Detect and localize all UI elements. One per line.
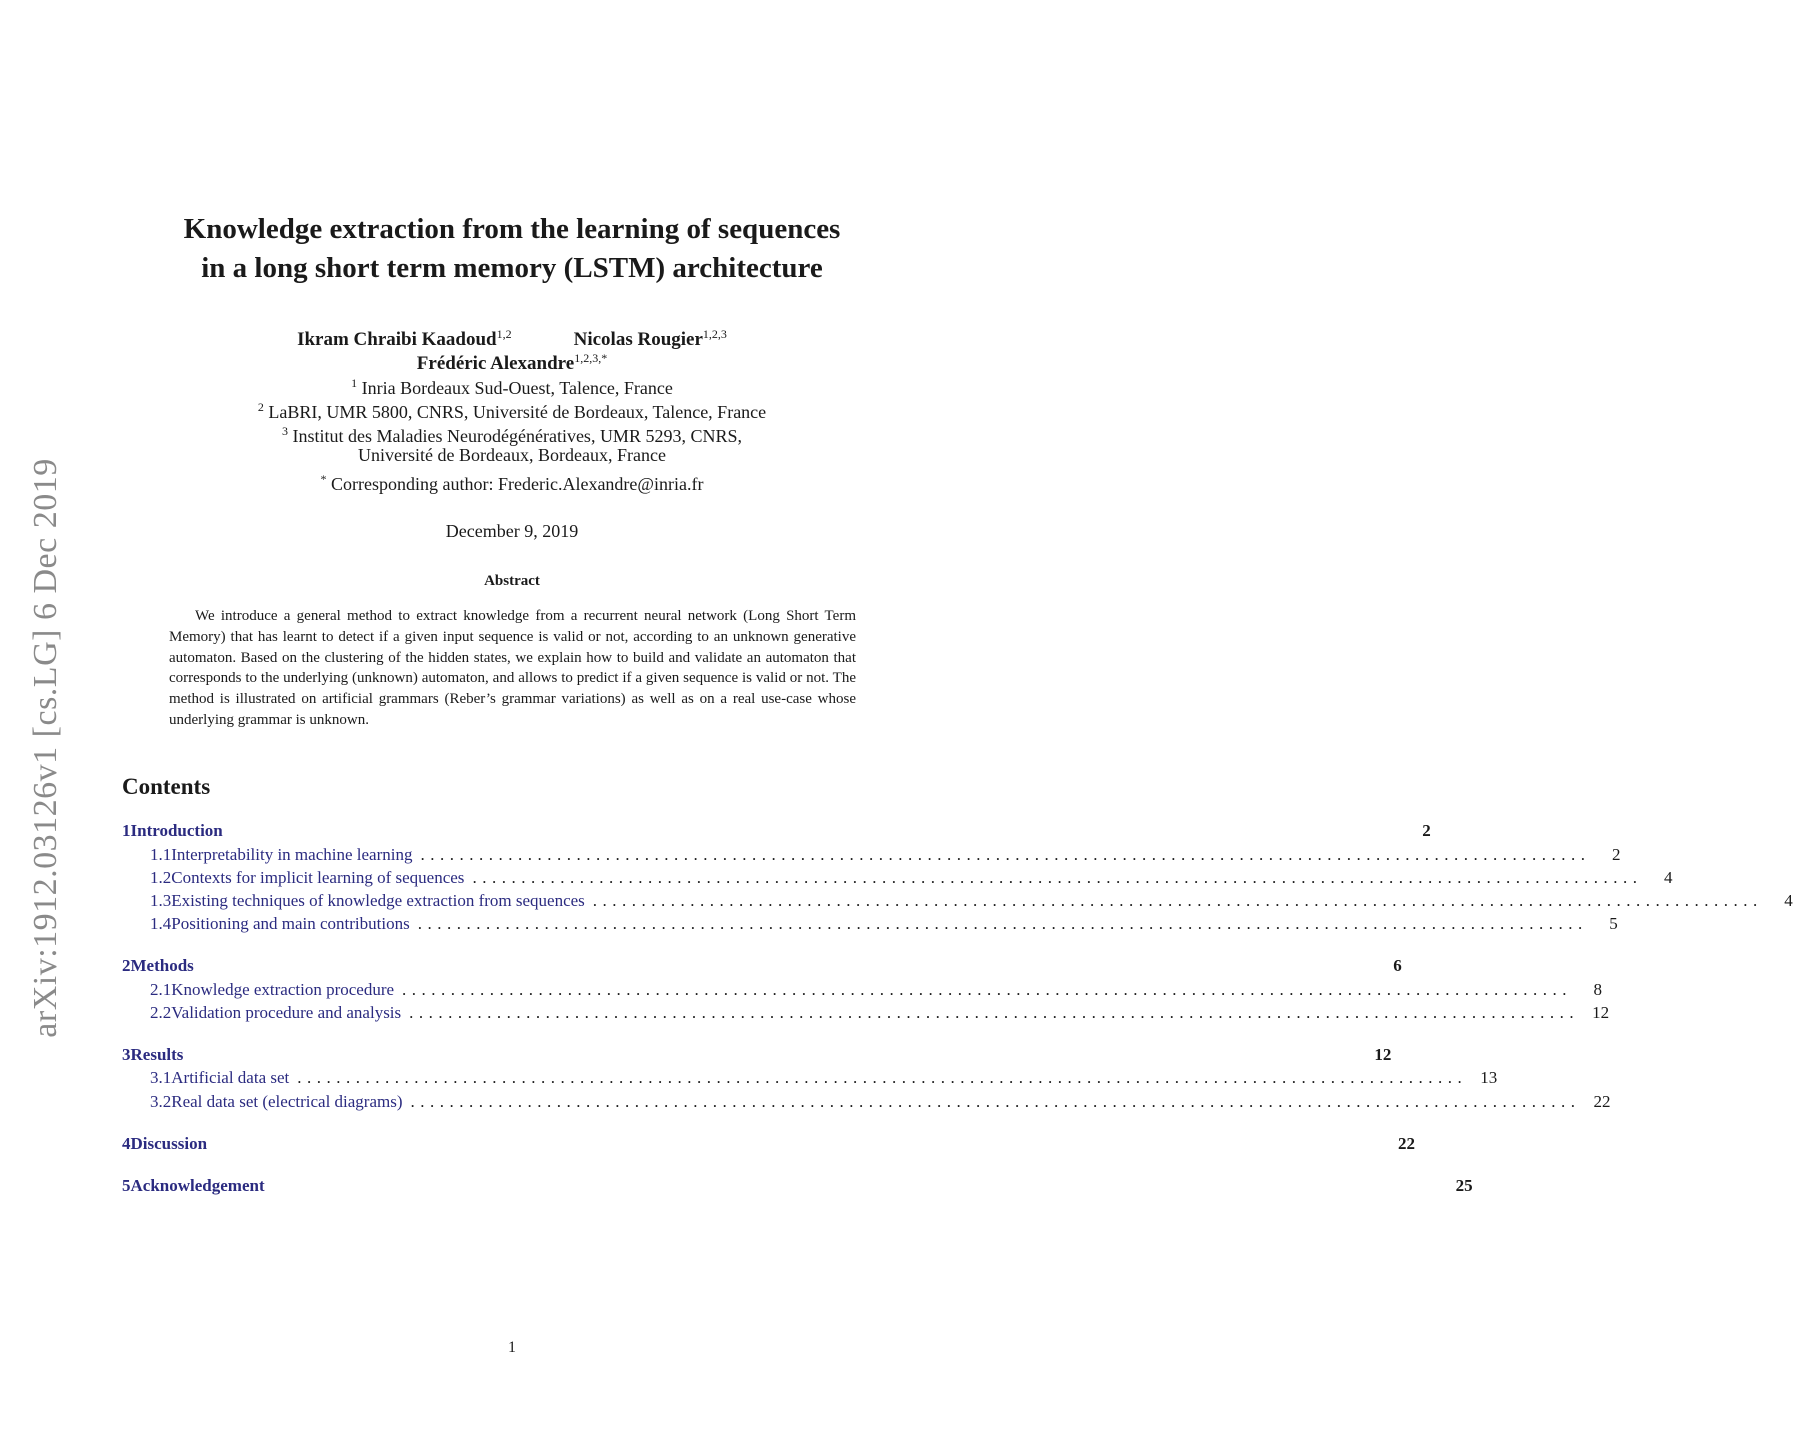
paper-title-line-2: in a long short term memory (LSTM) architecture	[201, 252, 823, 284]
contents-heading: Contents	[122, 774, 211, 799]
toc-section-entry[interactable]	[122, 1176, 1473, 1198]
toc-entry-link[interactable]: Acknowledgement	[130, 1176, 265, 1195]
toc-entry-number: 1.2	[150, 868, 172, 887]
toc-entry-page: 22	[1593, 1092, 1611, 1111]
toc-entry-number: 1.4	[150, 914, 172, 933]
toc-subsection-entry[interactable]	[122, 1092, 1611, 1114]
toc-dot-leader: ........................................................................................................................	[592, 891, 1763, 910]
toc-entry-page: 5	[1609, 914, 1618, 933]
toc-entry-number: 1.3	[150, 891, 172, 910]
toc-entry-page: 4	[1784, 891, 1793, 910]
toc-entry-page: 13	[1480, 1068, 1498, 1087]
toc-entry-link[interactable]: Results	[130, 1045, 184, 1064]
toc-subsection-entry[interactable]	[122, 845, 1621, 867]
author-name: Nicolas Rougier	[573, 329, 703, 350]
toc-entry-number: 2	[122, 956, 131, 975]
toc-entry-page: 6	[1393, 956, 1402, 975]
toc-entry-link[interactable]: Validation procedure and analysis	[171, 1003, 402, 1022]
author-affiliation-mark: 1,2	[496, 327, 512, 341]
toc-entry-number: 3	[122, 1045, 131, 1064]
affiliation-line: * Corresponding author: Frederic.Alexandre@inria.fr	[320, 472, 704, 494]
toc-entry-page: 12	[1592, 1003, 1610, 1022]
toc-section-entry[interactable]	[122, 1134, 1416, 1156]
toc-entry-number: 1	[122, 821, 131, 840]
publication-date: December 9, 2019	[445, 521, 579, 541]
toc-dot-leader: ........................................................................................................................	[420, 845, 1591, 864]
toc-entry-page: 2	[1611, 845, 1621, 864]
toc-section-entry[interactable]	[122, 956, 1402, 978]
affiliation-line: $^2$ LaBRI, UMR 5800, CNRS, Université de Bordeaux, Talence, France	[257, 400, 767, 422]
toc-entry-number: 3.2	[150, 1092, 172, 1111]
author-name: Frédéric Alexandre	[416, 353, 575, 374]
affiliation-mark: 1	[351, 376, 358, 390]
abstract-heading: Abstract	[484, 573, 540, 589]
arxiv-identifier-stamp: arXiv:1912.03126v1 [cs.LG] 6 Dec 2019	[27, 458, 64, 1038]
toc-section-entry[interactable]	[122, 821, 1431, 843]
affiliation-line: $^3$ Institut des Maladies Neurodégénératives, UMR 5293, CNRS,	[282, 424, 742, 446]
toc-entry-page: 22	[1398, 1134, 1416, 1153]
toc-entry-number: 2.2	[150, 1003, 172, 1022]
toc-entry-link[interactable]: Interpretability in machine learning	[171, 845, 413, 864]
affiliation-mark: 2	[257, 400, 264, 414]
affiliation-mark: 3	[282, 424, 289, 438]
affiliation-mark: *	[320, 472, 327, 486]
toc-subsection-entry[interactable]	[122, 914, 1618, 936]
toc-entry-page: 12	[1374, 1045, 1392, 1064]
toc-entry-link[interactable]: Methods	[130, 956, 194, 975]
toc-entry-link[interactable]: Discussion	[130, 1134, 208, 1153]
toc-subsection-entry[interactable]	[122, 868, 1673, 890]
toc-entry-page: 2	[1422, 821, 1431, 840]
toc-entry-link[interactable]: Knowledge extraction procedure	[171, 980, 395, 999]
toc-entry-number: 1.1	[150, 845, 172, 864]
toc-dot-leader: ........................................................................................................................	[472, 868, 1643, 887]
toc-entry-link[interactable]: Existing techniques of knowledge extraction from sequences	[171, 891, 585, 910]
toc-subsection-entry[interactable]	[122, 1068, 1498, 1090]
toc-entry-link[interactable]: Contexts for implicit learning of sequences	[171, 868, 465, 887]
affiliations	[0, 371, 1024, 494]
toc-section-entry[interactable]	[122, 1045, 1392, 1067]
abstract-text: We introduce a general method to extract knowledge from a recurrent neural network (Long Short Term Memory) that has learnt to detect if a given input sequence is valid or not, according to an unknown generative automaton. Based on the clustering of the hidden states, we explain how to build and validate an automaton that corresponds to the underlying (unknown) automaton, and allows to predict if a given sequence is valid or not. The method is illustrated on artificial grammars (Reber’s grammar variations) as well as on a real use-case whose underlying grammar is unknown.	[169, 608, 856, 728]
paper-title	[0, 210, 1024, 288]
toc-dot-leader: ........................................................................................................................	[409, 1003, 1580, 1022]
toc-entry-number: 2.1	[150, 980, 172, 999]
toc-dot-leader: ........................................................................................................................	[297, 1068, 1468, 1087]
toc-entry-link[interactable]: Positioning and main contributions	[171, 914, 410, 933]
affiliation-line: Université de Bordeaux, Bordeaux, France	[358, 445, 666, 465]
toc-entry-page: 8	[1593, 980, 1603, 999]
page-number: 1	[508, 1339, 516, 1356]
author-affiliation-mark: 1,2,3	[702, 327, 727, 341]
toc-entry-number: 4	[122, 1134, 131, 1153]
toc-entry-page: 4	[1663, 868, 1673, 887]
toc-entry-link[interactable]: Introduction	[130, 821, 223, 840]
toc-entry-link[interactable]: Artificial data set	[171, 1068, 290, 1087]
toc-dot-leader: ........................................................................................................................	[402, 980, 1573, 999]
toc-entry-link[interactable]: Real data set (electrical diagrams)	[171, 1092, 403, 1111]
toc-subsection-entry[interactable]	[122, 980, 1603, 1002]
paper-title-line-1: Knowledge extraction from the learning of sequences	[183, 213, 841, 245]
toc-entry-page: 25	[1455, 1176, 1473, 1195]
author-affiliation-mark: 1,2,3,*	[574, 351, 608, 365]
toc-subsection-entry[interactable]	[122, 1003, 1610, 1025]
author-name: Ikram Chraibi Kaadoud	[297, 329, 497, 350]
toc-entry-number: 3.1	[150, 1068, 172, 1087]
toc-entry-number: 5	[122, 1176, 131, 1195]
affiliation-line: $^1$ Inria Bordeaux Sud-Ouest, Talence, France	[351, 376, 673, 398]
toc-dot-leader: ........................................................................................................................	[417, 914, 1588, 933]
toc-subsection-entry[interactable]	[122, 891, 1793, 913]
toc-dot-leader: ........................................................................................................................	[410, 1092, 1581, 1111]
